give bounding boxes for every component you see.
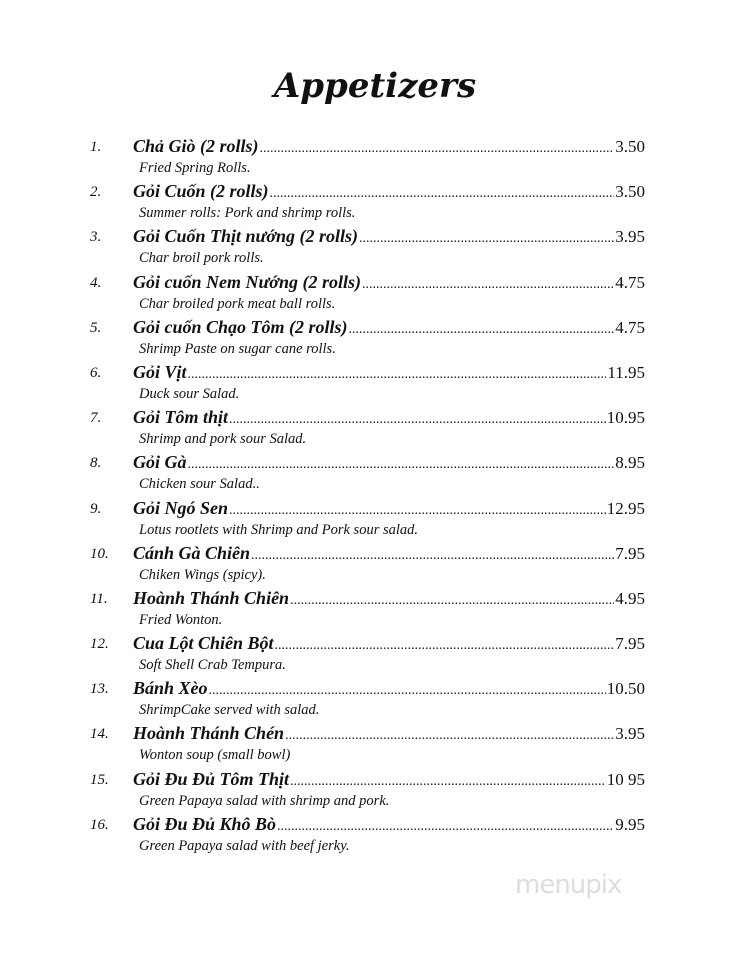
item-number: 6. [90, 364, 102, 381]
item-price: 8.95 [615, 453, 645, 473]
item-price: 7.95 [615, 543, 645, 563]
menu-item [0, 633, 750, 678]
item-description: Chicken sour Salad.. [139, 476, 260, 493]
dot-leader [275, 638, 615, 654]
item-name: Cánh Gà Chiên [133, 542, 251, 563]
item-line [133, 814, 645, 835]
item-name: Gỏi cuốn Nem Nướng (2 rolls) [133, 271, 361, 292]
menu-item [0, 181, 750, 226]
item-description: Char broil pork rolls. [139, 250, 264, 267]
item-name: Hoành Thánh Chiên [133, 587, 290, 608]
menu-item [0, 814, 750, 859]
item-line [133, 181, 645, 202]
menu-item [0, 362, 750, 407]
item-name: Gỏi Ngó Sen [133, 497, 229, 518]
item-description: Soft Shell Crab Tempura. [139, 657, 286, 674]
item-name: Gỏi Vịt [133, 361, 187, 382]
item-number: 5. [90, 319, 102, 336]
item-price: 3.50 [615, 137, 645, 156]
watermark: menupix [515, 870, 622, 900]
dot-leader [290, 774, 606, 790]
item-number: 3. [90, 229, 102, 246]
item-price: 4.95 [615, 588, 645, 608]
item-price: 9.95 [615, 814, 645, 834]
item-line [133, 678, 645, 699]
item-line [133, 543, 645, 564]
item-name: Gỏi Gà [133, 452, 187, 473]
item-description: Fried Spring Rolls. [139, 160, 251, 176]
item-number: 9. [90, 500, 102, 517]
menu-item [0, 136, 750, 181]
item-number: 8. [90, 455, 102, 472]
item-name: Cua Lột Chiên Bột [133, 633, 274, 654]
item-line [133, 498, 645, 519]
dot-leader [188, 457, 615, 473]
item-line [133, 723, 645, 744]
item-number: 4. [90, 274, 102, 291]
item-line [133, 769, 645, 790]
dot-leader [290, 593, 614, 609]
menu-item [0, 272, 750, 317]
item-number: 16. [90, 816, 109, 833]
item-number: 15. [90, 771, 109, 788]
item-name: Hoành Thánh Chén [133, 723, 285, 744]
dot-leader [362, 277, 614, 293]
item-name: Gỏi cuốn Chạo Tôm (2 rolls) [133, 316, 348, 337]
dot-leader [270, 186, 615, 202]
item-description: Summer rolls: Pork and shrimp rolls. [139, 205, 356, 222]
item-number: 12. [90, 636, 109, 653]
item-price: 4.75 [615, 317, 645, 337]
page-title: Appetizers [273, 66, 477, 106]
item-price: 7.95 [615, 634, 645, 654]
dot-leader [359, 231, 614, 247]
menu-item [0, 678, 750, 723]
item-line [133, 272, 645, 293]
item-number: 14. [90, 726, 109, 743]
dot-leader [229, 412, 606, 428]
item-line [133, 407, 645, 428]
item-description: Duck sour Salad. [139, 385, 240, 402]
item-name: Gỏi Tôm thịt [133, 407, 229, 428]
item-description: Lotus rootlets with Shrimp and Pork sour salad. [139, 521, 419, 538]
item-description: Chiken Wings (spicy). [139, 566, 266, 583]
item-description: Fried Wonton. [139, 611, 223, 628]
item-price: 10 95 [606, 769, 645, 789]
item-description: Shrimp Paste on sugar cane rolls. [139, 340, 336, 357]
item-price: 10.95 [606, 408, 645, 428]
menu-item [0, 588, 750, 633]
item-price: 3.95 [615, 724, 645, 744]
item-price: 10.50 [606, 679, 645, 699]
item-name: Bánh Xèo [133, 678, 208, 699]
item-number: 2. [90, 184, 102, 201]
item-number: 11. [90, 590, 108, 607]
item-price: 3.95 [615, 227, 645, 247]
item-line [133, 452, 645, 473]
item-number: 13. [90, 681, 109, 698]
item-description: Shrimp and pork sour Salad. [139, 431, 307, 448]
item-line [133, 317, 645, 338]
item-number: 1. [90, 139, 102, 155]
menu-item [0, 452, 750, 497]
item-line [133, 362, 645, 383]
item-name: Gỏi Cuốn Thịt nướng (2 rolls) [133, 226, 358, 247]
menu-item [0, 543, 750, 588]
dot-leader [188, 367, 607, 383]
item-line [133, 226, 645, 247]
menu-item [0, 407, 750, 452]
item-price: 12.95 [606, 498, 645, 518]
item-description: Green Papaya salad with shrimp and pork. [139, 792, 390, 809]
item-line [133, 136, 645, 157]
dot-leader [260, 141, 615, 157]
item-number: 7. [90, 410, 102, 427]
item-price: 3.50 [615, 182, 645, 202]
menu-item [0, 723, 750, 768]
item-name: Gỏi Đu Đủ Khô Bò [133, 813, 277, 834]
item-name: Chả Giò (2 rolls) [133, 136, 259, 156]
item-description: Char broiled pork meat ball rolls. [139, 295, 336, 312]
item-name: Gỏi Đu Đủ Tôm Thịt [133, 768, 290, 789]
item-description: ShrimpCake served with salad. [139, 702, 320, 719]
dot-leader [229, 503, 606, 519]
item-description: Wonton soup (small bowl) [139, 747, 291, 764]
menu-list [0, 136, 750, 859]
item-price: 4.75 [615, 272, 645, 292]
item-line [133, 588, 645, 609]
dot-leader [277, 819, 614, 835]
dot-leader [349, 322, 615, 338]
dot-leader [209, 683, 606, 699]
dot-leader [251, 548, 614, 564]
menu-item [0, 226, 750, 271]
item-line [133, 633, 645, 654]
item-price: 11.95 [607, 362, 645, 382]
item-number: 10. [90, 545, 109, 562]
menu-item [0, 317, 750, 362]
menu-item [0, 498, 750, 543]
menu-item [0, 769, 750, 814]
item-description: Green Papaya salad with beef jerky. [139, 837, 350, 854]
dot-leader [285, 728, 614, 744]
item-name: Gỏi Cuốn (2 rolls) [133, 181, 269, 202]
